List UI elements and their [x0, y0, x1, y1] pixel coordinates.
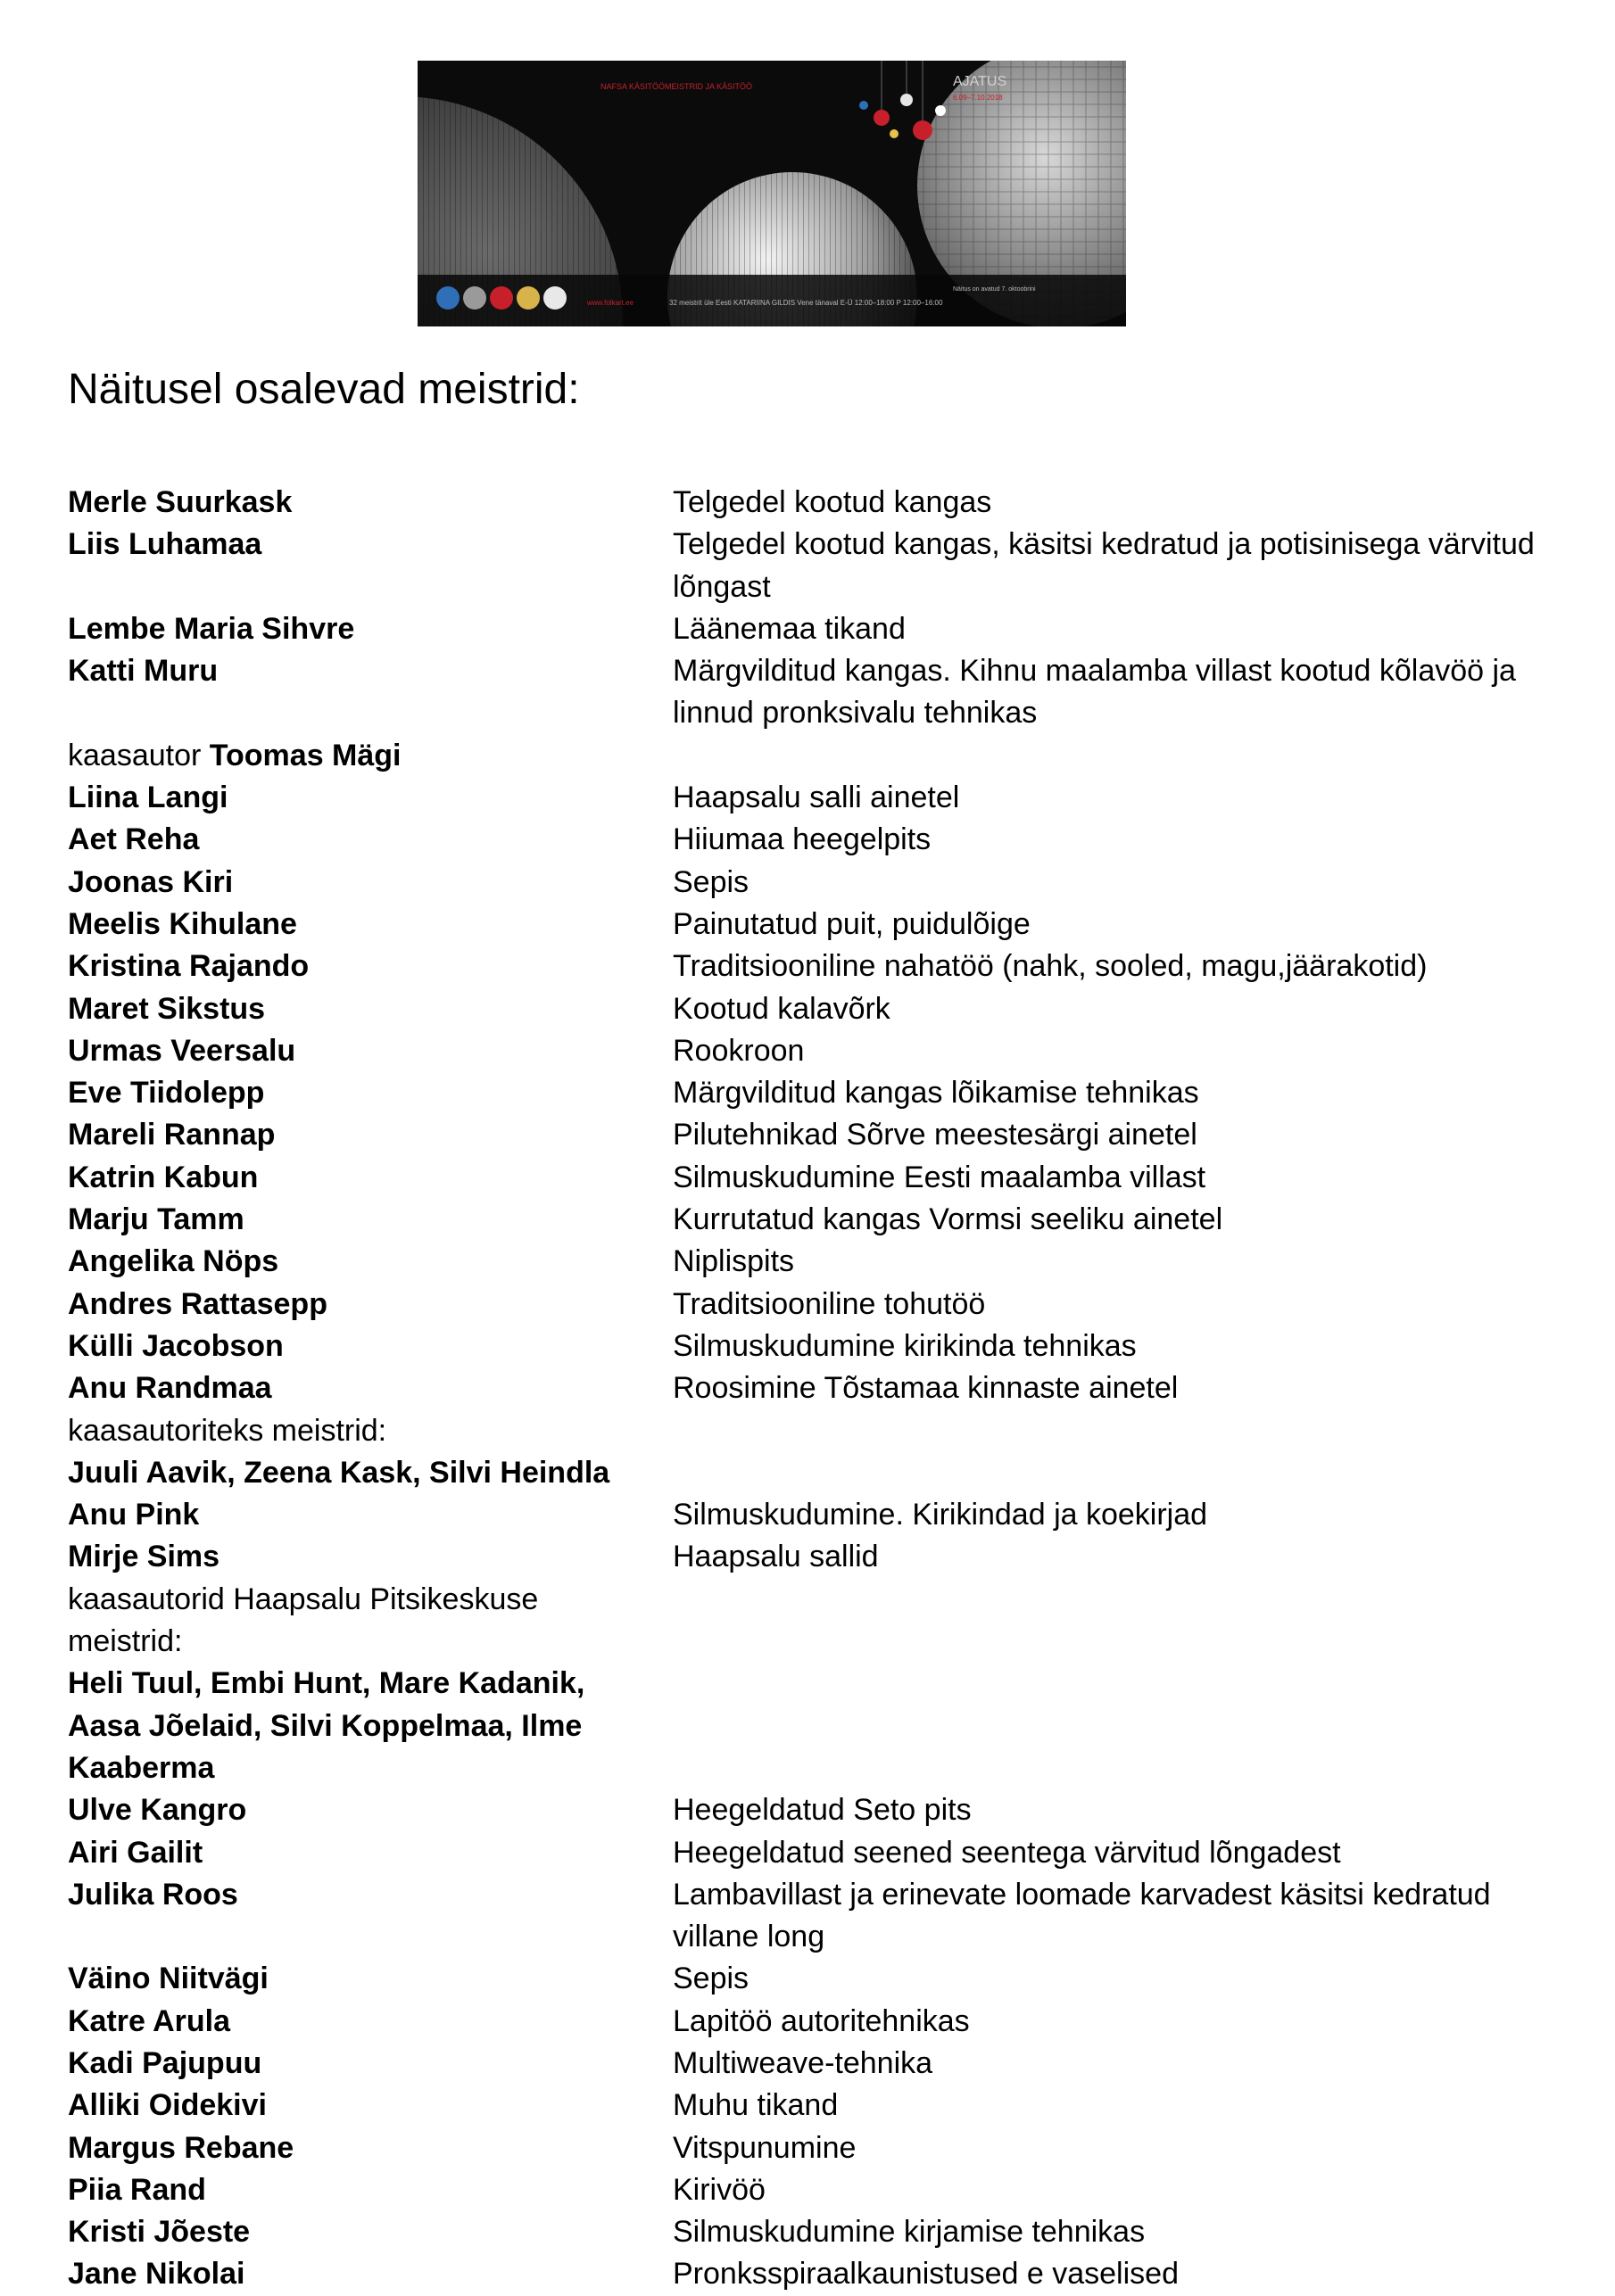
name-text: Joonas Kiri: [68, 864, 234, 899]
participant-row: [0, 2085, 1615, 2127]
craft-description: [673, 1789, 1565, 1831]
description-line: Vitspunumine: [673, 2130, 857, 2165]
participant-row: [0, 1114, 1615, 1156]
participant-name: [68, 2253, 621, 2295]
participant-row: [0, 2253, 1615, 2295]
participant-name: [68, 777, 621, 819]
note-text: kaasautoriteks meistrid:: [68, 1413, 387, 1448]
participant-name: [68, 1199, 621, 1241]
name-text: Merle Suurkask: [68, 485, 293, 519]
participant-row: [0, 1284, 1615, 1326]
description-line: Hiiumaa heegelpits: [673, 822, 932, 857]
description-line: lõngast: [673, 569, 771, 604]
craft-description: [673, 1030, 1565, 1072]
participant-row: [0, 2001, 1615, 2043]
description-line: Lapitöö autoritehnikas: [673, 2003, 970, 2038]
description-line: Märgvilditud kangas lõikamise tehnikas: [673, 1076, 1199, 1111]
participant-row: [0, 1579, 1615, 1621]
banner-title-left: NAFSA KÄSITÖÖMEISTRID JA KÄSITÖÖ: [600, 82, 753, 91]
participant-row: [0, 608, 1615, 650]
participant-row: [0, 2169, 1615, 2211]
name-text: Marju Tamm: [68, 1202, 244, 1237]
description-line: Multiweave-tehnika: [673, 2045, 933, 2080]
description-line: Lambavillast ja erinevate loomade karvadest käsitsi kedratud: [673, 1877, 1491, 1912]
participant-row: [0, 650, 1615, 735]
participant-row: [0, 1326, 1615, 1367]
logo-badge-icon: [543, 286, 567, 310]
participant-row: [0, 1157, 1615, 1199]
description-line: Silmuskudumine kirikinda tehnikas: [673, 1328, 1137, 1363]
name-text: Kristina Rajando: [68, 949, 310, 984]
description-line: Pilutehnikad Sõrve meestesärgi ainetel: [673, 1118, 1197, 1152]
participant-name: [68, 1663, 621, 1705]
name-text: Katti Muru: [68, 654, 219, 689]
description-line: Läänemaa tikand: [673, 611, 906, 646]
name-text: Toomas Mägi: [209, 738, 402, 772]
craft-description: [673, 2211, 1565, 2253]
banner-footer-text: 32 meistrit üle Eesti KATARIINA GILDIS Vene tänaval E-Ü 12:00–18:00 P 12:00–16:00: [669, 299, 943, 307]
participant-name: [68, 1326, 621, 1367]
participant-row: [0, 1410, 1615, 1452]
participant-name: [68, 1410, 621, 1452]
participant-name: [68, 1367, 621, 1409]
description-line: Heegeldatud Seto pits: [673, 1793, 972, 1828]
participant-row: [0, 1958, 1615, 2000]
craft-description: [673, 1832, 1565, 1874]
name-text: Meelis Kihulane: [68, 906, 297, 941]
description-line: Roosimine Tõstamaa kinnaste ainetel: [673, 1371, 1179, 1406]
participant-name: [68, 904, 621, 946]
craft-description: [673, 608, 1565, 650]
description-line: Traditsiooniline tohutöö: [673, 1286, 986, 1321]
description-line: Kirivöö: [673, 2172, 766, 2207]
name-text: Andres Rattasepp: [68, 1286, 327, 1321]
participant-name: [68, 1874, 621, 1916]
name-text: Ulve Kangro: [68, 1793, 247, 1828]
participant-row: [0, 777, 1615, 819]
craft-description: [673, 1494, 1565, 1536]
participant-row: [0, 1832, 1615, 1874]
craft-description: [673, 1326, 1565, 1367]
participant-row: [0, 1494, 1615, 1536]
banner-footer-note: Näitus on avatud 7. oktoobrini: [953, 286, 1036, 293]
participant-name: [68, 1114, 621, 1156]
participant-name: [68, 946, 621, 987]
participant-name: [68, 988, 621, 1030]
participant-name: [68, 524, 621, 566]
description-line: linnud pronksivalu tehnikas: [673, 696, 1038, 731]
participant-name: [68, 1494, 621, 1536]
craft-description: [673, 777, 1565, 819]
craft-description: [673, 2253, 1565, 2295]
participant-name: [68, 862, 621, 904]
participant-row: [0, 1789, 1615, 1831]
name-text: Julika Roos: [68, 1877, 238, 1912]
craft-description: [673, 1241, 1565, 1283]
craft-description: [673, 2043, 1565, 2085]
participant-name: [68, 1789, 621, 1831]
craft-description: [673, 1367, 1565, 1409]
name-text: Piia Rand: [68, 2172, 206, 2207]
craft-description: [673, 1114, 1565, 1156]
participant-row: [0, 1452, 1615, 1494]
participant-name: [68, 1241, 621, 1283]
name-text: Katre Arula: [68, 2003, 231, 2038]
craft-description: [673, 988, 1565, 1030]
craft-description: [673, 1284, 1565, 1326]
participant-row: [0, 988, 1615, 1030]
participant-name: [68, 1958, 621, 2000]
exhibition-banner: [418, 61, 1126, 326]
description-line: Kootud kalavõrk: [673, 991, 890, 1026]
name-text: Margus Rebane: [68, 2130, 294, 2165]
participant-name: [68, 1705, 621, 1747]
participant-row: [0, 1536, 1615, 1578]
name-text: Heli Tuul, Embi Hunt, Mare Kadanik,: [68, 1666, 585, 1701]
name-text: Urmas Veersalu: [68, 1033, 296, 1068]
participant-name: [68, 482, 621, 524]
participant-name: [68, 1072, 621, 1114]
logo-badge-icon: [490, 286, 513, 310]
participant-row: [0, 1072, 1615, 1114]
name-text: Angelika Nöps: [68, 1244, 279, 1279]
description-line: Rookroon: [673, 1033, 805, 1068]
craft-description: [673, 2085, 1565, 2127]
name-text: Külli Jacobson: [68, 1328, 284, 1363]
craft-description: [673, 482, 1565, 524]
banner-footer-url: www.folkart.ee: [587, 299, 634, 307]
name-text: Mirje Sims: [68, 1540, 220, 1574]
description-line: Niplispits: [673, 1244, 795, 1279]
craft-description: [673, 2127, 1565, 2169]
name-text: Jane Nikolai: [68, 2257, 245, 2292]
participant-row: [0, 862, 1615, 904]
logo-badge-icon: [436, 286, 460, 310]
craft-description: [673, 650, 1565, 735]
name-text: Kadi Pajupuu: [68, 2045, 262, 2080]
name-text: Liina Langi: [68, 780, 228, 815]
participant-name: [68, 1284, 621, 1326]
participant-row: [0, 1199, 1615, 1241]
craft-description: [673, 904, 1565, 946]
craft-description: [673, 1536, 1565, 1578]
craft-description: [673, 1157, 1565, 1199]
participant-name: [68, 819, 621, 861]
description-line: Telgedel kootud kangas: [673, 485, 992, 519]
name-text: Mareli Rannap: [68, 1118, 276, 1152]
participant-row: [0, 904, 1615, 946]
participant-row: [0, 1367, 1615, 1409]
participant-name: [68, 2169, 621, 2211]
participant-row: [0, 1705, 1615, 1747]
banner-artwork: [418, 61, 1126, 326]
participant-name: [68, 608, 621, 650]
name-text: Maret Sikstus: [68, 991, 266, 1026]
craft-description: [673, 946, 1565, 987]
participant-row: [0, 1030, 1615, 1072]
name-text: Kaaberma: [68, 1750, 215, 1785]
description-line: Telgedel kootud kangas, käsitsi kedratud ja potisinisega värvitud: [673, 527, 1535, 562]
note-text: kaasautor: [68, 738, 210, 772]
logo-badge-icon: [517, 286, 540, 310]
description-line: Sepis: [673, 1962, 750, 1996]
name-text: Aasa Jõelaid, Silvi Koppelmaa, Ilme: [68, 1708, 583, 1743]
participant-row: [0, 2127, 1615, 2169]
participant-name: [68, 1621, 621, 1663]
name-text: Anu Pink: [68, 1498, 200, 1532]
banner-title-right: AJATUS: [953, 74, 1007, 89]
description-line: Silmuskudumine. Kirikindad ja koekirjad: [673, 1498, 1208, 1532]
participant-row: [0, 1747, 1615, 1789]
name-text: Liis Luhamaa: [68, 527, 262, 562]
participants-list: [0, 482, 1615, 2296]
description-line: Silmuskudumine Eesti maalamba villast: [673, 1160, 1206, 1194]
craft-description: [673, 1199, 1565, 1241]
note-text: meistrid:: [68, 1624, 183, 1659]
participant-name: [68, 1157, 621, 1199]
participant-row: [0, 1241, 1615, 1283]
description-line: Sepis: [673, 864, 750, 899]
name-text: Eve Tiidolepp: [68, 1076, 265, 1111]
name-text: Alliki Oidekivi: [68, 2088, 267, 2123]
logo-badge-icon: [463, 286, 486, 310]
participant-name: [68, 2043, 621, 2085]
description-line: Traditsiooniline nahatöö (nahk, sooled, magu,jäärakotid): [673, 949, 1428, 984]
participant-row: [0, 1874, 1615, 1959]
craft-description: [673, 1874, 1565, 1959]
participant-name: [68, 735, 621, 777]
craft-description: [673, 2001, 1565, 2043]
sponsor-logos: [436, 286, 567, 310]
craft-description: [673, 862, 1565, 904]
name-text: Katrin Kabun: [68, 1160, 259, 1194]
craft-description: [673, 2169, 1565, 2211]
name-text: Kristi Jõeste: [68, 2215, 251, 2250]
name-text: Väino Niitvägi: [68, 1962, 269, 1996]
participant-name: [68, 1747, 621, 1789]
description-line: Muhu tikand: [673, 2088, 839, 2123]
participant-row: [0, 524, 1615, 608]
craft-description: [673, 1072, 1565, 1114]
banner-dates: 6.09–7.10.2018: [953, 94, 1003, 102]
participant-row: [0, 1621, 1615, 1663]
description-line: Silmuskudumine kirjamise tehnikas: [673, 2215, 1146, 2250]
craft-description: [673, 524, 1565, 608]
name-text: Lembe Maria Sihvre: [68, 611, 355, 646]
page-heading: Näitusel osalevad meistrid:: [68, 366, 580, 413]
description-line: Haapsalu sallid: [673, 1540, 879, 1574]
description-line: Heegeldatud seened seentega värvitud lõngadest: [673, 1835, 1341, 1870]
name-text: Juuli Aavik, Zeena Kask, Silvi Heindla: [68, 1455, 610, 1490]
participant-name: [68, 2085, 621, 2127]
participant-name: [68, 2211, 621, 2253]
craft-description: [673, 1958, 1565, 2000]
description-line: Painutatud puit, puidulõige: [673, 906, 1031, 941]
description-line: villane long: [673, 1920, 825, 1954]
note-text: kaasautorid Haapsalu Pitsikeskuse: [68, 1582, 539, 1616]
description-line: Haapsalu salli ainetel: [673, 780, 960, 815]
participant-row: [0, 482, 1615, 524]
name-text: Airi Gailit: [68, 1835, 203, 1870]
name-text: Aet Reha: [68, 822, 200, 857]
participant-row: [0, 946, 1615, 987]
participant-name: [68, 1536, 621, 1578]
participant-row: [0, 735, 1615, 777]
participant-row: [0, 2211, 1615, 2253]
participant-name: [68, 1832, 621, 1874]
participant-name: [68, 1579, 621, 1621]
participant-row: [0, 2043, 1615, 2085]
description-line: Pronksspiraalkaunistused e vaselised: [673, 2257, 1179, 2292]
participant-row: [0, 1663, 1615, 1705]
description-line: Kurrutatud kangas Vormsi seeliku ainetel: [673, 1202, 1223, 1237]
craft-description: [673, 819, 1565, 861]
participant-name: [68, 650, 621, 692]
participant-name: [68, 1030, 621, 1072]
participant-name: [68, 2127, 621, 2169]
participant-name: [68, 1452, 621, 1494]
participant-name: [68, 2001, 621, 2043]
description-line: Märgvilditud kangas. Kihnu maalamba villast kootud kõlavöö ja: [673, 654, 1516, 689]
participant-row: [0, 819, 1615, 861]
name-text: Anu Randmaa: [68, 1371, 272, 1406]
